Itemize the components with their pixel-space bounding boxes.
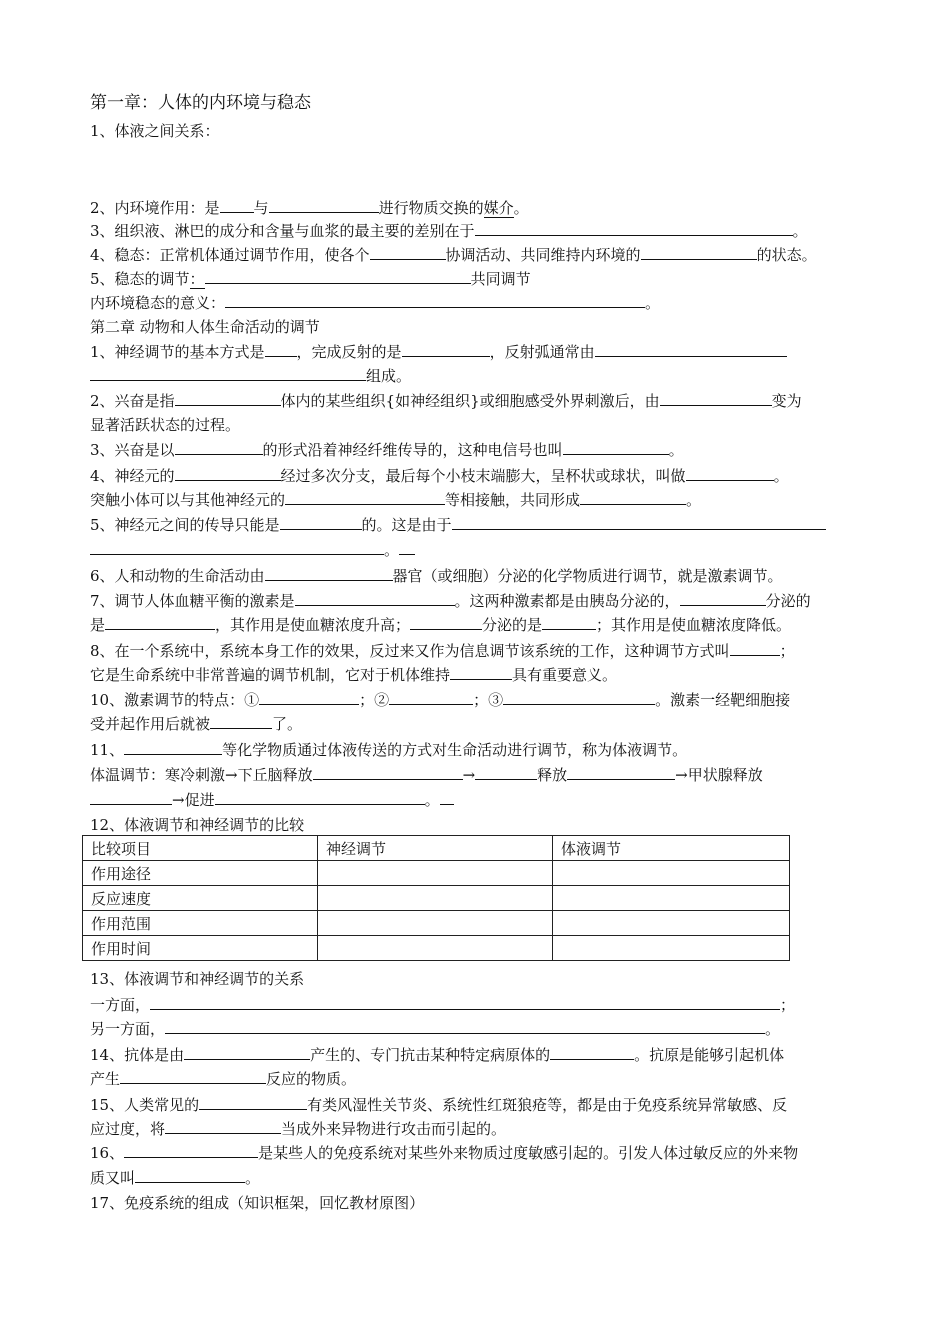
ch2-q5-line: 5、神经元之间的传导只能是 的。这是由于 — [90, 515, 826, 535]
q4-line: 4、稳态：正常机体通过调节作用，使各个 协调活动、共同维持内环境的 的状态。 — [90, 246, 817, 264]
ch2-q10-line: 10、激素调节的特点：① ；② ；③ 。激素一经靶细胞接 — [90, 691, 791, 709]
table-row — [83, 861, 790, 886]
ch2-q15-line2: 应过度，将 当成外来异物进行攻击而引起的。 — [90, 1120, 507, 1138]
ch2-q16-line: 16、 是某些人的免疫系统对某些外来物质过度敏感引起的。引发人体过敏反应的外来物 — [90, 1144, 799, 1162]
table-row — [83, 936, 790, 961]
table-header-cell: 神经调节 — [318, 836, 553, 861]
ch2-q4-line: 4、神经元的 经过多次分支，最后每个小枝末端膨大，呈杯状或球状，叫做 。 — [90, 467, 789, 485]
comparison-table — [82, 835, 790, 961]
ch2-q12-line: 12、体液调节和神经调节的比较 — [90, 816, 305, 834]
ch2-q7-line2: 是 ，其作用是使血糖浓度升高； 分泌的是 ；其作用是使血糖浓度降低。 — [90, 616, 792, 634]
ch2-q17-line: 17、免疫系统的组成（知识框架，回忆教材原图） — [90, 1194, 425, 1212]
ch2-q14-line2: 产生 反应的物质。 — [90, 1070, 357, 1088]
q5-line: 5、稳态的调节： 共同调节 — [90, 270, 531, 288]
ch2-q6-line: 6、人和动物的生命活动由 器官（或细胞）分泌的化学物质进行调节，就是激素调节。 — [90, 567, 783, 585]
table-header-cell: 体液调节 — [553, 836, 790, 861]
table-header-cell: 比较项目 — [83, 836, 318, 861]
ch2-q1-line2: 组成。 — [90, 366, 411, 386]
ch2-q2-line2: 显著活跃状态的过程。 — [90, 416, 241, 434]
q2-line: 2、内环境作用：是 与 进行物质交换的媒介。 — [90, 199, 529, 217]
q1-line: 1、体液之间关系： — [90, 122, 220, 140]
ch2-q7-line: 7、调节人体血糖平衡的激素是 。这两种激素都是由胰岛分泌的， 分泌的 — [90, 592, 811, 610]
ch2-q13-line2: 一方面， ； — [90, 996, 796, 1014]
table-cell: 作用范围 — [83, 911, 318, 936]
q3-line: 3、组织液、淋巴的成分和含量与血浆的最主要的差别在于 。 — [90, 222, 808, 240]
ch2-q5-line2: 。 — [90, 540, 415, 560]
temp-regulation-line: 体温调节：寒冷刺激→下丘脑释放 → 释放 →甲状腺释放 — [90, 766, 763, 784]
chapter1-title: 第一章：人体的内环境与稳态 — [90, 93, 311, 113]
table-row — [83, 886, 790, 911]
ch2-q13-line: 13、体液调节和神经调节的关系 — [90, 970, 305, 988]
table-cell[interactable] — [318, 936, 553, 961]
table-cell[interactable] — [318, 861, 553, 886]
table-cell[interactable] — [553, 936, 790, 961]
ch2-q16-line2: 质又叫 。 — [90, 1169, 261, 1187]
table-cell: 反应速度 — [83, 886, 318, 911]
ch2-q8-line2: 它是生命系统中非常普遍的调节机制，它对于机体维持 具有重要意义。 — [90, 666, 618, 684]
temp-regulation-line2: →促进 。 — [90, 790, 454, 810]
ch2-q8-line: 8、在一个系统中，系统本身工作的效果，反过来又作为信息调节该系统的工作，这种调节方式叫 ； — [90, 642, 795, 660]
table-row — [83, 911, 790, 936]
table-cell[interactable] — [318, 886, 553, 911]
ch2-q10-line2: 受并起作用后就被 了。 — [90, 715, 303, 733]
table-cell[interactable] — [553, 886, 790, 911]
ch2-q13-line3: 另一方面， 。 — [90, 1020, 781, 1038]
ch2-q4-line2: 突触小体可以与其他神经元的 等相接触，共同形成 。 — [90, 491, 702, 509]
ch2-q2-line: 2、兴奋是指 体内的某些组织{如神经组织}或细胞感受外界刺激后，由 变为 — [90, 392, 802, 410]
chapter2-title: 第二章 动物和人体生命活动的调节 — [90, 318, 320, 336]
table-cell[interactable] — [318, 911, 553, 936]
ch2-q1-line: 1、神经调节的基本方式是 ，完成反射的是 ，反射弧通常由 — [90, 342, 787, 362]
ch2-q3-line: 3、兴奋是以 的形式沿着神经纤维传导的，这种电信号也叫 。 — [90, 441, 684, 459]
ch2-q11-line: 11、 等化学物质通过体液传送的方式对生命活动进行调节，称为体液调节。 — [90, 741, 688, 759]
table-header-row — [83, 836, 790, 861]
table-cell[interactable] — [553, 861, 790, 886]
table-cell: 作用时间 — [83, 936, 318, 961]
table-cell[interactable] — [553, 911, 790, 936]
meaning-line: 内环境稳态的意义： 。 — [90, 294, 661, 312]
table-cell: 作用途径 — [83, 861, 318, 886]
ch2-q14-line: 14、抗体是由 产生的、专门抗击某种特定病原体的 。抗原是能够引起机体 — [90, 1046, 785, 1064]
ch2-q15-line: 15、人类常见的 有类风湿性关节炎、系统性红斑狼疮等，都是由于免疫系统异常敏感、反 — [90, 1096, 788, 1114]
